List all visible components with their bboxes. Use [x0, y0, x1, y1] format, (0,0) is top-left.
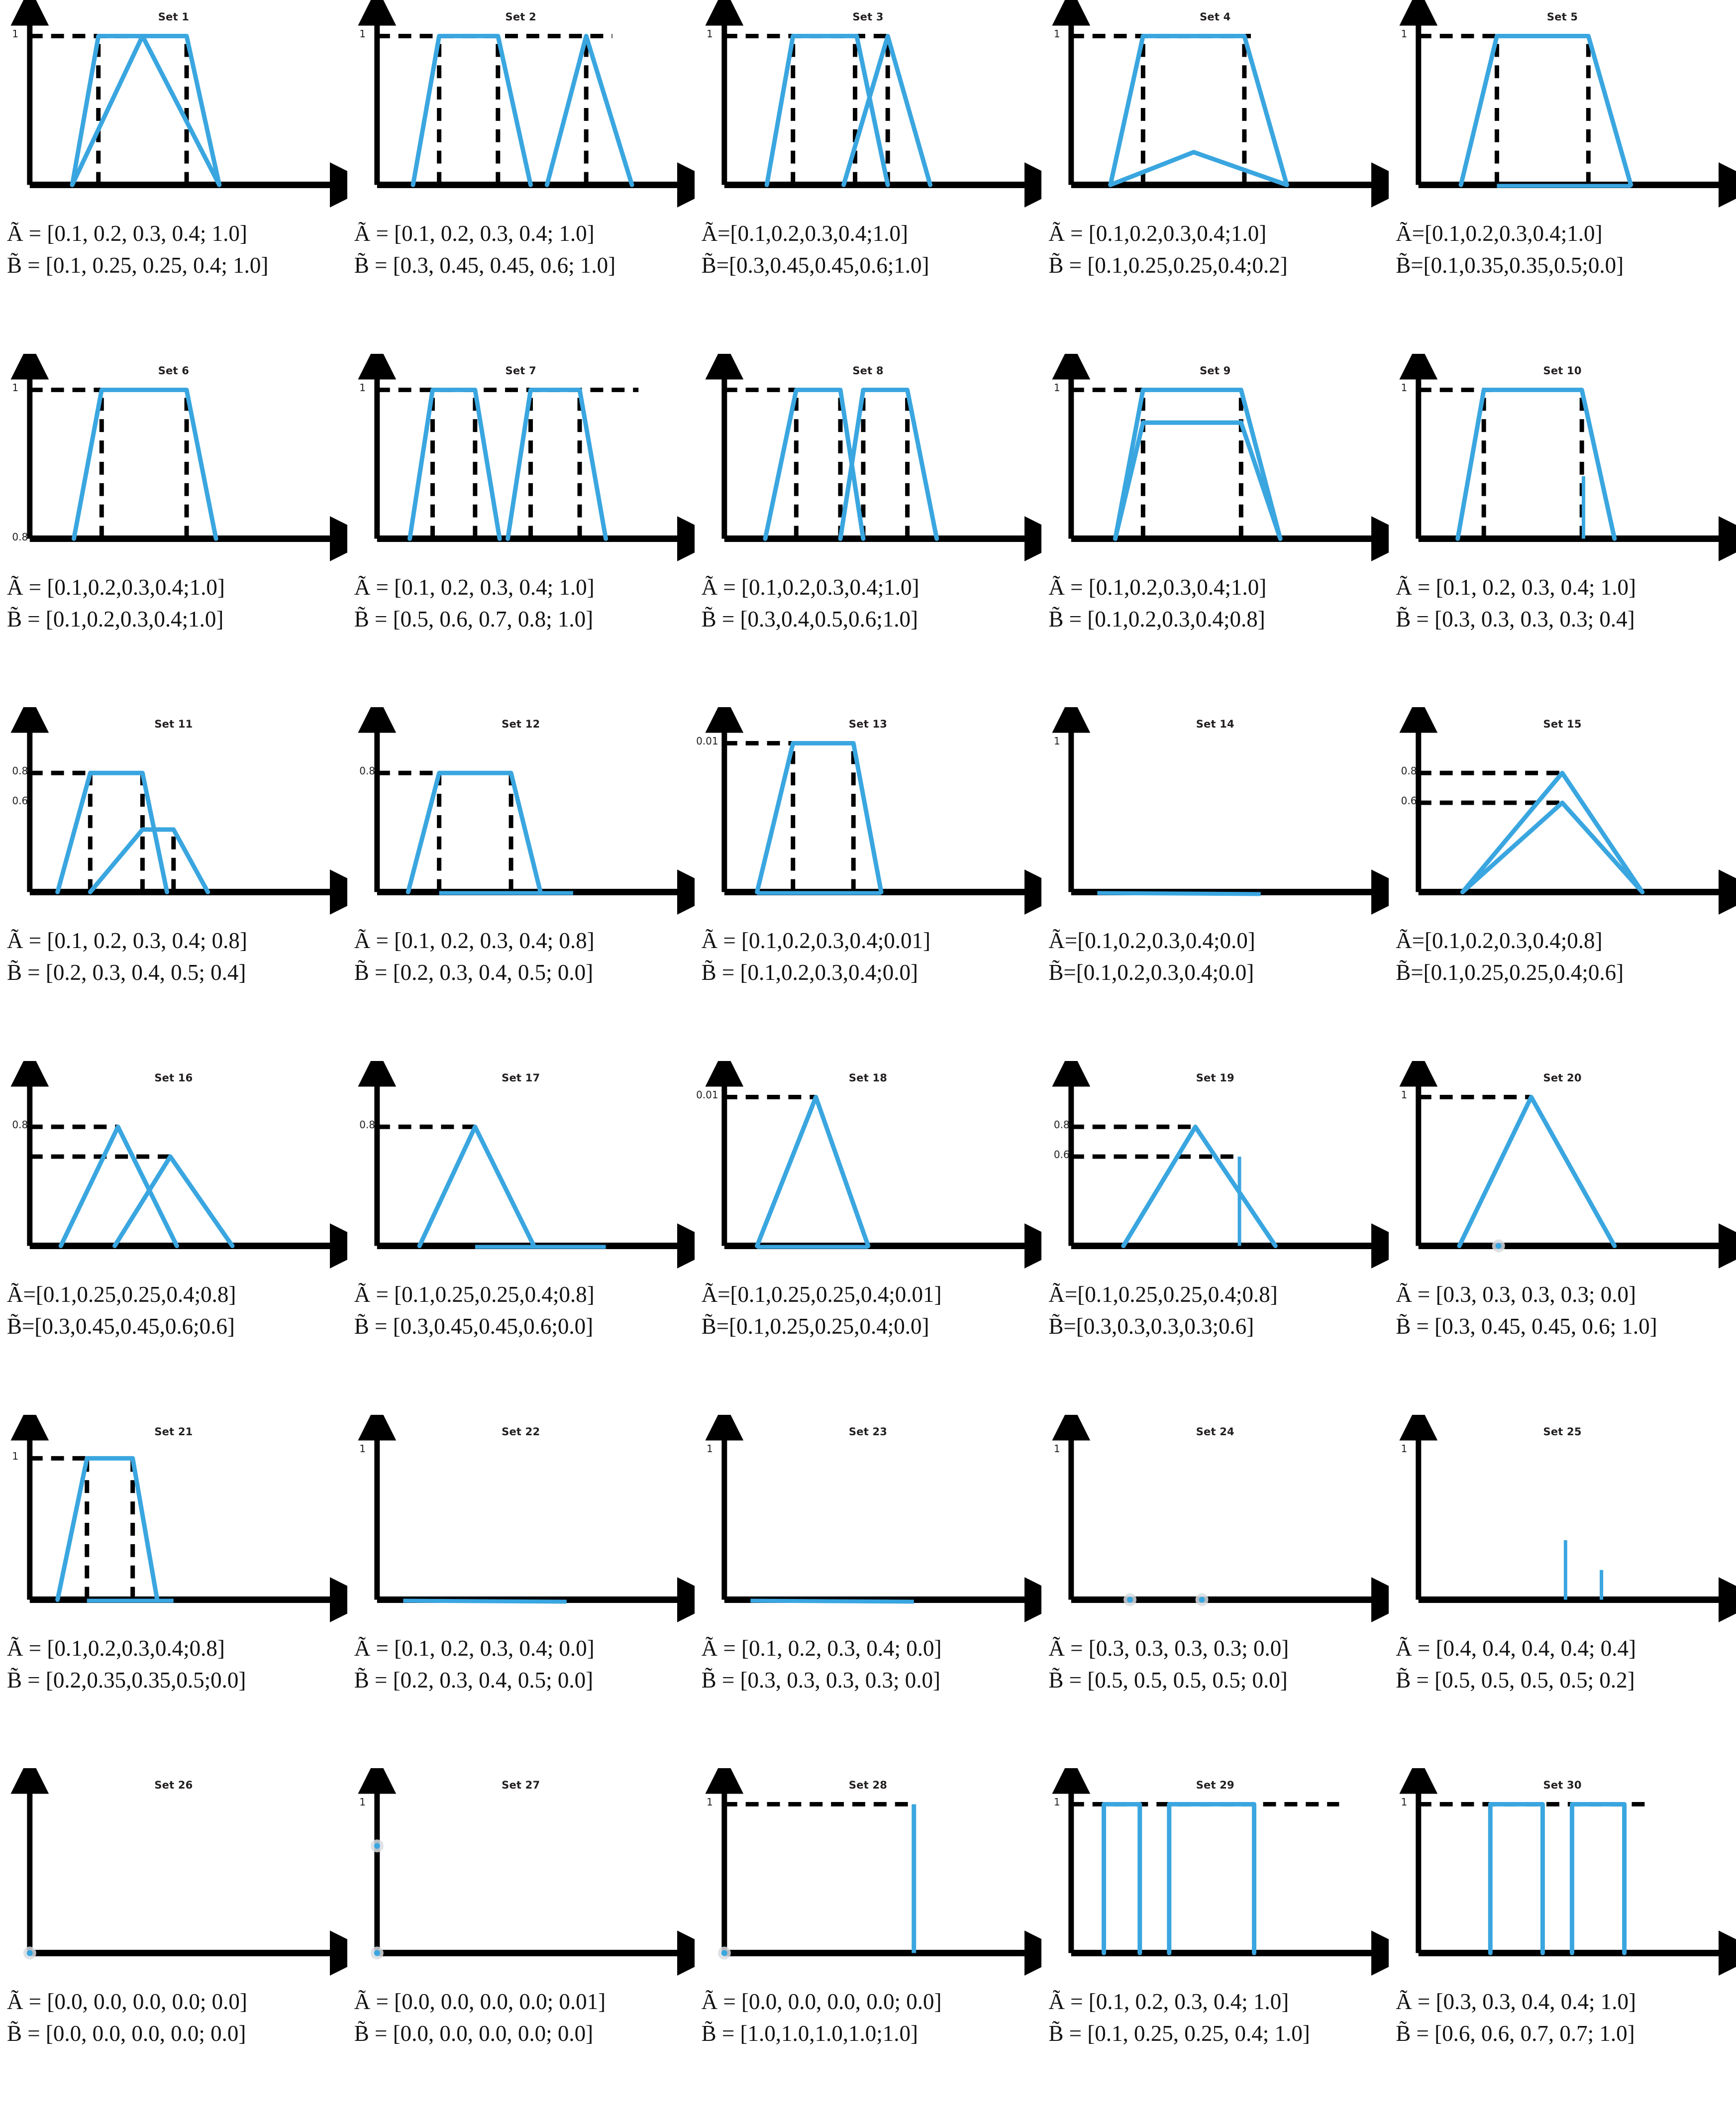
formula-b: B̃ = [0.2,0.35,0.35,0.5;0.0] — [7, 1667, 246, 1693]
formula-b: B̃ = [0.1,0.2,0.3,0.4;1.0] — [7, 606, 224, 632]
formula-a: Ã = [0.0, 0.0, 0.0, 0.0; 0.0] — [701, 1989, 942, 2015]
formula-block — [695, 1279, 1042, 1343]
y-tick-label: 0.6 — [1053, 1149, 1070, 1161]
panel-title: Set 30 — [1543, 1779, 1582, 1792]
formula-b: B̃ = [0.3, 0.3, 0.3, 0.3; 0.4] — [1396, 606, 1635, 632]
y-tick-label: 0.01 — [696, 1089, 718, 1101]
panel-set-27 — [347, 1768, 695, 2122]
plot-set-9 — [1041, 354, 1389, 568]
formula-block — [0, 218, 347, 282]
formula-block — [0, 572, 347, 636]
formula-a: Ã = [0.3, 0.3, 0.4, 0.4; 1.0] — [1396, 1989, 1636, 2015]
panel-title: Set 2 — [505, 11, 536, 23]
formula-a: Ã = [0.1, 0.2, 0.3, 0.4; 0.0] — [354, 1635, 595, 1661]
formula-block — [1041, 572, 1389, 636]
y-tick-label: 1 — [1053, 28, 1060, 40]
formula-block — [1041, 925, 1389, 989]
panel-title: Set 17 — [502, 1072, 540, 1084]
formula-b: B̃=[0.1,0.25,0.25,0.4;0.6] — [1396, 960, 1624, 985]
formula-a: Ã = [0.0, 0.0, 0.0, 0.0; 0.01] — [354, 1989, 606, 2015]
plot-set-22 — [347, 1415, 695, 1629]
plot-set-18 — [695, 1061, 1042, 1275]
panel-title: Set 26 — [154, 1779, 193, 1792]
y-tick-label: 0.6 — [1401, 795, 1417, 807]
y-tick-label: 1 — [12, 381, 19, 394]
panel-title: Set 20 — [1543, 1072, 1582, 1084]
formula-b: B̃ = [0.6, 0.6, 0.7, 0.7; 1.0] — [1396, 2021, 1635, 2046]
panel-set-21 — [0, 1415, 347, 1769]
plot-set-6 — [0, 354, 347, 568]
panel-title: Set 28 — [848, 1779, 888, 1792]
y-tick-label: 1 — [1401, 28, 1408, 40]
formula-block — [695, 572, 1042, 636]
formula-b: B̃ = [0.1,0.25,0.25,0.4;0.2] — [1048, 252, 1288, 278]
formula-a: Ã=[0.1,0.25,0.25,0.4;0.8] — [1048, 1282, 1278, 1307]
plot-set-30 — [1389, 1768, 1736, 1982]
formula-a: Ã = [0.1, 0.2, 0.3, 0.4; 0.8] — [354, 928, 595, 954]
plot-set-20 — [1389, 1061, 1736, 1275]
formula-a: Ã = [0.1, 0.2, 0.3, 0.4; 1.0] — [1048, 1989, 1289, 2015]
panel-title: Set 23 — [848, 1425, 888, 1438]
formula-b: B̃=[0.3,0.45,0.45,0.6;0.6] — [7, 1313, 235, 1339]
panel-set-26 — [0, 1768, 347, 2122]
panel-set-10 — [1389, 354, 1736, 708]
panel-title: Set 27 — [502, 1779, 540, 1792]
formula-a: Ã = [0.1, 0.2, 0.3, 0.4; 1.0] — [1396, 574, 1636, 600]
formula-block — [1041, 1279, 1389, 1343]
plot-set-25 — [1389, 1415, 1736, 1629]
y-tick-label: 1 — [707, 28, 713, 40]
plot-set-10 — [1389, 354, 1736, 568]
y-tick-label: 1 — [707, 1442, 713, 1455]
y-tick-label: 1 — [359, 1442, 366, 1455]
y-tick-label: 1 — [1401, 1442, 1408, 1455]
panel-title: Set 29 — [1196, 1779, 1234, 1792]
formula-b: B̃ = [0.3, 0.45, 0.45, 0.6; 1.0] — [354, 252, 616, 278]
plot-set-21 — [0, 1415, 347, 1629]
formula-block — [347, 1279, 695, 1343]
plot-set-2 — [347, 0, 695, 214]
y-tick-label: 0.8 — [359, 1119, 376, 1131]
plot-set-27 — [347, 1768, 695, 1982]
y-tick-label: 1 — [1053, 735, 1060, 747]
plot-set-15 — [1389, 707, 1736, 921]
formula-b: B̃=[0.3,0.3,0.3,0.3;0.6] — [1048, 1313, 1254, 1339]
panel-set-18 — [695, 1061, 1042, 1415]
formula-block — [1041, 218, 1389, 282]
panel-set-30 — [1389, 1768, 1736, 2122]
panel-set-3 — [695, 0, 1042, 354]
formula-a: Ã = [0.1, 0.2, 0.3, 0.4; 0.0] — [701, 1635, 942, 1661]
formula-a: Ã=[0.1,0.25,0.25,0.4;0.8] — [7, 1282, 236, 1307]
plot-set-8 — [695, 354, 1042, 568]
formula-a: Ã = [0.1,0.2,0.3,0.4;1.0] — [701, 574, 919, 600]
panel-set-20 — [1389, 1061, 1736, 1415]
y-tick-label: 1 — [1401, 1089, 1408, 1101]
plot-set-24 — [1041, 1415, 1389, 1629]
y-tick-label: 1 — [359, 1796, 366, 1808]
y-tick-label: 0.8 — [1053, 1119, 1070, 1131]
panel-set-9 — [1041, 354, 1389, 708]
formula-a: Ã = [0.1,0.2,0.3,0.4;0.01] — [701, 928, 930, 954]
panel-set-23 — [695, 1415, 1042, 1769]
formula-block — [1389, 925, 1736, 989]
plot-set-23 — [695, 1415, 1042, 1629]
plot-set-3 — [695, 0, 1042, 214]
y-tick-label: 1 — [12, 1450, 19, 1462]
panel-title: Set 25 — [1543, 1425, 1582, 1438]
panel-title: Set 1 — [158, 11, 190, 23]
panel-set-13 — [695, 707, 1042, 1061]
plot-set-28 — [695, 1768, 1042, 1982]
formula-a: Ã = [0.1, 0.2, 0.3, 0.4; 1.0] — [354, 221, 595, 246]
y-tick-label: 1 — [1053, 381, 1060, 394]
formula-block — [1389, 572, 1736, 636]
panel-title: Set 7 — [505, 364, 536, 377]
formula-a: Ã = [0.1,0.2,0.3,0.4;1.0] — [1048, 221, 1267, 246]
formula-block — [695, 925, 1042, 989]
panel-set-12 — [347, 707, 695, 1061]
formula-block — [1389, 218, 1736, 282]
formula-block — [347, 572, 695, 636]
panel-title: Set 16 — [154, 1072, 193, 1084]
formula-b: B̃=[0.1,0.25,0.25,0.4;0.0] — [701, 1313, 929, 1339]
plot-set-7 — [347, 354, 695, 568]
panel-title: Set 3 — [852, 11, 884, 23]
y-tick-label: 0.8 — [12, 765, 28, 777]
panel-title: Set 13 — [848, 718, 888, 731]
y-tick-label: 1 — [1401, 1796, 1408, 1808]
panel-title: Set 12 — [502, 718, 540, 731]
y-tick-label: 0.8 — [12, 530, 28, 543]
plot-set-5 — [1389, 0, 1736, 214]
formula-b: B̃ = [0.0, 0.0, 0.0, 0.0; 0.0] — [7, 2021, 246, 2046]
formula-block — [1041, 1986, 1389, 2050]
plot-set-16 — [0, 1061, 347, 1275]
panel-set-19 — [1041, 1061, 1389, 1415]
y-tick-label: 1 — [1053, 1442, 1060, 1455]
y-tick-label: 1 — [1401, 381, 1408, 394]
panel-set-22 — [347, 1415, 695, 1769]
formula-a: Ã = [0.1, 0.2, 0.3, 0.4; 1.0] — [354, 574, 595, 600]
formula-block — [0, 1279, 347, 1343]
formula-block — [695, 1986, 1042, 2050]
formula-a: Ã = [0.1,0.2,0.3,0.4;1.0] — [7, 574, 225, 600]
formula-b: B̃ = [0.2, 0.3, 0.4, 0.5; 0.0] — [354, 1667, 594, 1693]
formula-b: B̃ = [0.1,0.2,0.3,0.4;0.8] — [1048, 606, 1265, 632]
y-tick-label: 1 — [1053, 1796, 1060, 1808]
formula-block — [1041, 1633, 1389, 1697]
panel-title: Set 4 — [1200, 11, 1231, 23]
y-tick-label: 0.01 — [696, 735, 718, 747]
formula-block — [347, 218, 695, 282]
panel-title: Set 8 — [852, 364, 884, 377]
panel-set-5 — [1389, 0, 1736, 354]
formula-b: B̃ = [0.5, 0.5, 0.5, 0.5; 0.0] — [1048, 1667, 1288, 1693]
panel-set-24 — [1041, 1415, 1389, 1769]
formula-a: Ã=[0.1,0.2,0.3,0.4;1.0] — [1396, 221, 1603, 246]
plot-set-19 — [1041, 1061, 1389, 1275]
panel-set-4 — [1041, 0, 1389, 354]
formula-a: Ã = [0.0, 0.0, 0.0, 0.0; 0.0] — [7, 1989, 247, 2015]
formula-b: B̃=[0.1,0.35,0.35,0.5;0.0] — [1396, 252, 1624, 278]
panel-set-11 — [0, 707, 347, 1061]
formula-b: B̃ = [0.3,0.45,0.45,0.6;0.0] — [354, 1313, 594, 1339]
panel-set-16 — [0, 1061, 347, 1415]
y-tick-label: 0.8 — [12, 1119, 28, 1131]
panel-set-8 — [695, 354, 1042, 708]
plot-set-1 — [0, 0, 347, 214]
plot-set-12 — [347, 707, 695, 921]
y-tick-label: 1 — [359, 28, 366, 40]
plot-set-13 — [695, 707, 1042, 921]
panel-set-1 — [0, 0, 347, 354]
panel-set-28 — [695, 1768, 1042, 2122]
panel-title: Set 11 — [154, 718, 193, 731]
plot-set-17 — [347, 1061, 695, 1275]
formula-b: B̃ = [0.5, 0.6, 0.7, 0.8; 1.0] — [354, 606, 594, 632]
panel-title: Set 9 — [1200, 364, 1231, 377]
formula-b: B̃ = [0.3,0.4,0.5,0.6;1.0] — [701, 606, 918, 632]
panel-set-2 — [347, 0, 695, 354]
formula-block — [347, 1986, 695, 2050]
formula-a: Ã = [0.4, 0.4, 0.4, 0.4; 0.4] — [1396, 1635, 1636, 1661]
formula-b: B̃ = [0.5, 0.5, 0.5, 0.5; 0.2] — [1396, 1667, 1635, 1693]
formula-a: Ã = [0.1,0.2,0.3,0.4;0.8] — [7, 1635, 225, 1661]
y-tick-label: 0.6 — [12, 795, 28, 807]
panel-set-25 — [1389, 1415, 1736, 1769]
y-tick-label: 0.8 — [359, 765, 376, 777]
formula-b: B̃ = [1.0,1.0,1.0,1.0;1.0] — [701, 2021, 918, 2046]
formula-b: B̃=[0.3,0.45,0.45,0.6;1.0] — [701, 252, 929, 278]
formula-block — [695, 1633, 1042, 1697]
formula-block — [347, 925, 695, 989]
formula-b: B̃ = [0.3, 0.45, 0.45, 0.6; 1.0] — [1396, 1313, 1657, 1339]
plot-set-4 — [1041, 0, 1389, 214]
formula-a: Ã=[0.1,0.2,0.3,0.4;0.8] — [1396, 928, 1603, 954]
panel-set-29 — [1041, 1768, 1389, 2122]
formula-block — [695, 218, 1042, 282]
panel-title: Set 21 — [154, 1425, 193, 1438]
panel-set-14 — [1041, 707, 1389, 1061]
formula-a: Ã = [0.1,0.25,0.25,0.4;0.8] — [354, 1282, 595, 1307]
formula-block — [1389, 1279, 1736, 1343]
plot-set-26 — [0, 1768, 347, 1982]
formula-b: B̃ = [0.1,0.2,0.3,0.4;0.0] — [701, 960, 918, 985]
formula-a: Ã = [0.3, 0.3, 0.3, 0.3; 0.0] — [1396, 1282, 1636, 1307]
panel-title: Set 18 — [848, 1072, 888, 1084]
formula-block — [0, 1986, 347, 2050]
formula-a: Ã=[0.1,0.2,0.3,0.4;0.0] — [1048, 928, 1255, 954]
formula-block — [1389, 1986, 1736, 2050]
formula-a: Ã=[0.1,0.25,0.25,0.4;0.01] — [701, 1282, 942, 1307]
panel-set-6 — [0, 354, 347, 708]
panel-set-7 — [347, 354, 695, 708]
formula-a: Ã = [0.1, 0.2, 0.3, 0.4; 0.8] — [7, 928, 247, 954]
plot-set-14 — [1041, 707, 1389, 921]
y-tick-label: 1 — [12, 28, 19, 40]
y-tick-label: 0.8 — [1401, 765, 1417, 777]
plot-set-29 — [1041, 1768, 1389, 1982]
panel-title: Set 6 — [158, 364, 190, 377]
formula-block — [1389, 1633, 1736, 1697]
formula-block — [347, 1633, 695, 1697]
panel-title: Set 24 — [1196, 1425, 1234, 1438]
panel-title: Set 19 — [1196, 1072, 1234, 1084]
formula-b: B̃ = [0.3, 0.3, 0.3, 0.3; 0.0] — [701, 1667, 940, 1693]
formula-b: B̃ = [0.1, 0.25, 0.25, 0.4; 1.0] — [1048, 2021, 1310, 2046]
formula-a: Ã = [0.1,0.2,0.3,0.4;1.0] — [1048, 574, 1267, 600]
formula-b: B̃ = [0.2, 0.3, 0.4, 0.5; 0.4] — [7, 960, 246, 985]
panel-title: Set 22 — [502, 1425, 540, 1438]
formula-b: B̃ = [0.1, 0.25, 0.25, 0.4; 1.0] — [7, 252, 269, 278]
panel-title: Set 15 — [1543, 718, 1582, 731]
formula-a: Ã = [0.1, 0.2, 0.3, 0.4; 1.0] — [7, 221, 247, 246]
formula-b: B̃=[0.1,0.2,0.3,0.4;0.0] — [1048, 960, 1254, 985]
panel-title: Set 10 — [1543, 364, 1582, 377]
panel-title: Set 5 — [1546, 11, 1578, 23]
formula-b: B̃ = [0.0, 0.0, 0.0, 0.0; 0.0] — [354, 2021, 594, 2046]
y-tick-label: 1 — [359, 381, 366, 394]
formula-a: Ã = [0.3, 0.3, 0.3, 0.3; 0.0] — [1048, 1635, 1289, 1661]
formula-a: Ã=[0.1,0.2,0.3,0.4;1.0] — [701, 221, 908, 246]
formula-b: B̃ = [0.2, 0.3, 0.4, 0.5; 0.0] — [354, 960, 594, 985]
formula-block — [0, 925, 347, 989]
plot-set-11 — [0, 707, 347, 921]
panel-set-15 — [1389, 707, 1736, 1061]
formula-block — [0, 1633, 347, 1697]
panel-set-17 — [347, 1061, 695, 1415]
y-tick-label: 1 — [707, 1796, 713, 1808]
panel-title: Set 14 — [1196, 718, 1234, 731]
